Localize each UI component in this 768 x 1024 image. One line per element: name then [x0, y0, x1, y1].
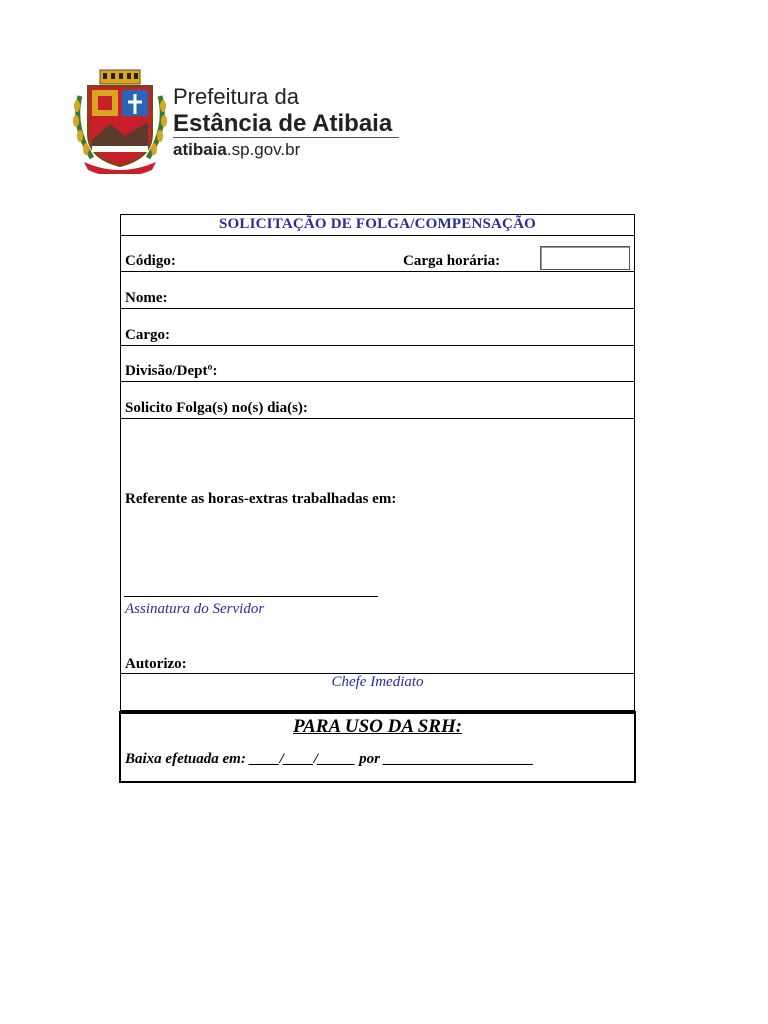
- divider: [121, 418, 634, 419]
- org-url-bold: atibaia: [173, 140, 227, 159]
- org-name-line2: Estância de Atibaia: [173, 110, 393, 137]
- nome-label: Nome:: [125, 290, 168, 306]
- divider: [121, 308, 634, 309]
- codigo-label: Código:: [125, 253, 176, 269]
- carga-horaria-field[interactable]: [540, 246, 630, 270]
- cargo-label: Cargo:: [125, 327, 170, 343]
- request-form: [120, 214, 635, 711]
- srh-section: [119, 711, 636, 783]
- org-url-rest: .sp.gov.br: [226, 140, 301, 159]
- srh-title: PARA USO DA SRH:: [292, 716, 463, 737]
- divisao-label: Divisão/Deptº:: [125, 363, 218, 379]
- logo-divider: [173, 137, 399, 138]
- org-url: [173, 140, 300, 160]
- org-name-line1: Prefeitura da: [173, 84, 299, 109]
- signature-line: [124, 596, 378, 597]
- solicito-label: Solicito Folga(s) no(s) dia(s):: [125, 400, 308, 416]
- form-title: SOLICITAÇÃO DE FOLGA/COMPENSAÇÃO: [219, 216, 536, 232]
- org-name: [173, 84, 392, 138]
- divider: [121, 235, 634, 236]
- atibaia-coat-of-arms: [70, 66, 170, 174]
- assinatura-servidor-label: Assinatura do Servidor: [125, 601, 265, 617]
- autorizo-label: Autorizo:: [125, 656, 187, 672]
- divider: [121, 271, 634, 272]
- carga-horaria-label: Carga horária:: [403, 253, 501, 269]
- chefe-imediato-label: Chefe Imediato: [331, 674, 424, 690]
- referente-label: Referente as horas-extras trabalhadas em:: [125, 491, 397, 507]
- divider: [121, 345, 634, 346]
- srh-baixa-text: Baixa efetuada em: ____/____/_____ por ____________________: [125, 751, 534, 767]
- divider: [121, 381, 634, 382]
